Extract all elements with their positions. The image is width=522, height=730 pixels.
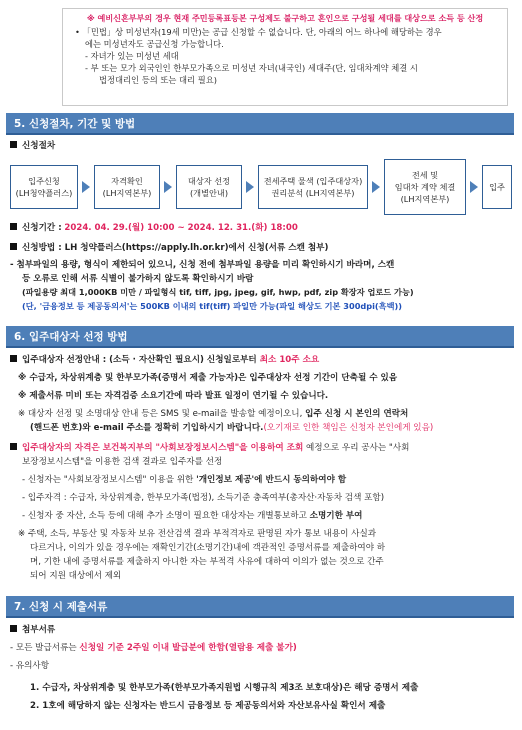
minor-case-1: - 자녀가 있는 미성년 세대: [85, 50, 179, 61]
method-note-3: (파일용량 최대 1,000KB 미만 / 파일형식 tif, tiff, jpg, jpeg, gif, hwp, pdf, zip 확장자 업로드 가능): [22, 287, 414, 297]
warning-line-3: 며, 기한 내에 증명서류를 제출하지 아니한 자는 부적격 사유에 대하여 이의가 없는 것으로 간주: [30, 557, 384, 567]
minor-case-2: - 부 또는 모가 외국인인 한부모가족으로 미성년 자녀(내국인) 세대주(단, 임대차계약 체결 시: [85, 62, 418, 73]
docs-label-row: 첨부서류: [10, 624, 514, 636]
selection-guide-row: 입주대상자 선정안내 : (소득 · 자산확인 필요시) 신청일로부터 최소 10주 소요: [10, 354, 514, 366]
arrow-right-icon: [82, 181, 90, 193]
detail-consent: - 신청자는 "사회보장정보시스템" 이용을 위한 '개인정보 제공'에 반드시 동의하여야 함: [22, 475, 347, 485]
section-7-header: 7. 신청 시 제출서류: [6, 596, 514, 618]
flow-step-apply: 입주신청 (LH청약플러스): [10, 165, 78, 209]
minor-bullet: • 「민법」상 미성년자(19세 미만)는 공급 신청할 수 없습니다. 단, 아래의 어느 하나에 해당하는 경우: [75, 26, 442, 37]
eligibility-note-box: [62, 8, 508, 106]
method-row: 신청방법 : LH 청약플러스(https://apply.lh.or.kr)에서 신청(서류 스캔 첨부): [10, 242, 514, 254]
qualification-row: 입주대상자의 자격은 보건복지부의 "사회보장정보시스템"을 이용하여 조회 예정으로 우리 공사는 "사회: [10, 442, 514, 454]
arrow-right-icon: [470, 181, 478, 193]
minor-case-2-cont: 법정대리인 등의 또는 대리 필요): [99, 74, 217, 85]
procedure-flow: [8, 159, 514, 217]
flow-step-search: 전세주택 물색 (입주대상자) 권리분석 (LH지역본부): [258, 165, 368, 209]
method-note-2: 등 오류로 인해 서류 식별이 불가하지 않도록 확인하시기 바람: [22, 274, 254, 284]
section-5-header: 5. 신청절차, 기간 및 방법: [6, 113, 514, 135]
warning-line-4: 되어 지원 대상에서 제외: [30, 571, 122, 581]
period-value: 2024. 04. 29.(월) 10:00 ~ 2024. 12. 31.(화) 18:00: [64, 223, 298, 233]
all-docs-row: - 모든 발급서류는 신청일 기준 2주일 이내 발급분에 한함(열람용 제출 불가): [10, 643, 297, 653]
arrow-right-icon: [372, 181, 380, 193]
method-note-4: (단, '금융정보 등 제공동의서'는 500KB 이내의 tif(tiff) 파일만 가능(파일 해상도 기본 300dpi(흑백)): [22, 301, 402, 311]
square-bullet-icon: [10, 625, 17, 632]
note-contact-cont: (핸드폰 번호)와 e-mail 주소를 정확히 기입하시기 바랍니다.(오기재로 인한 책임은 신청자 본인에게 있음): [30, 423, 434, 433]
square-bullet-icon: [10, 355, 17, 362]
note-contact: ※ 대상자 선정 및 소명대상 안내 등은 SMS 및 e-mail을 발송할 예정이오니, 입주 신청 시 본인의 연락처: [18, 409, 409, 419]
detail-qualification: - 입주자격 : 수급자, 차상위계층, 한부모가족(법정), 소득기준 충족여부(총자산·자동차 검색 포함): [22, 493, 385, 503]
caution-item-2: 2. 1호에 해당하지 않는 신청자는 반드시 금융정보 등 제공동의서와 자산보유사실 확인서 제출: [30, 701, 386, 711]
method-note-1: - 첨부파일의 용량, 형식이 제한되어 있으니, 신청 전에 첨부파일 용량을 미리 확인하시기 바라며, 스캔: [10, 260, 395, 270]
flow-step-select: 대상자 선정 (개별안내): [176, 165, 242, 209]
flow-step-verify: 자격확인 (LH지역본부): [94, 165, 160, 209]
square-bullet-icon: [10, 443, 17, 450]
square-bullet-icon: [10, 243, 17, 250]
newlywed-note: ※ 예비신혼부부의 경우 현재 주민등록표등본 구성제도 불구하고 혼인으로 구성될 세대를 대상으로 소득 등 산정: [86, 13, 484, 23]
minor-bullet-cont: 에는 미성년자도 공급신청 가능합니다.: [85, 38, 224, 49]
caution-row: - 유의사항: [10, 661, 50, 671]
section-6-header: 6. 입주대상자 선정 방법: [6, 326, 514, 348]
caution-item-1: 1. 수급자, 차상위계층 및 한부모가족(한부모가족지원법 시행규칙 제3조 보호대상)은 해당 증명서 제출: [30, 683, 419, 693]
arrow-right-icon: [246, 181, 254, 193]
arrow-right-icon: [164, 181, 172, 193]
warning-line-2: 다르거나, 이의가 있을 경우에는 재확인기간(소명기간)내에 객관적인 증명서류를 제출하여야 하: [30, 543, 386, 553]
note-delay: ※ 제출서류 미비 또는 자격검증 소요기간에 따라 발표 일정이 연기될 수 있습니다.: [18, 391, 329, 401]
procedure-label: 신청절차: [10, 140, 514, 152]
note-shortened-period: ※ 수급자, 차상위계층 및 한부모가족(증명서 제출 가능자)은 입주대상자 선정 기간이 단축될 수 있음: [18, 373, 398, 383]
square-bullet-icon: [10, 141, 17, 148]
warning-line-1: ※ 주택, 소득, 부동산 및 자동차 보유 전산검색 결과 부적격자로 판명된 자가 통보 내용이 사실과: [18, 529, 377, 539]
detail-notice: - 신청자 중 자산, 소득 등에 대해 추가 소명이 필요한 대상자는 개별통보하고 소명기한 부여: [22, 511, 363, 521]
period-row: 신청기간 : 2024. 04. 29.(월) 10:00 ~ 2024. 12. 31.(화) 18:00: [10, 222, 514, 234]
qualification-cont: 보장정보시스템"을 이용한 검색 결과로 입주자를 선정: [22, 457, 223, 467]
flow-step-contract: 전세 및 임대차 계약 체결 (LH지역본부): [384, 159, 466, 215]
flow-step-move-in: 입주: [482, 165, 512, 209]
square-bullet-icon: [10, 223, 17, 230]
